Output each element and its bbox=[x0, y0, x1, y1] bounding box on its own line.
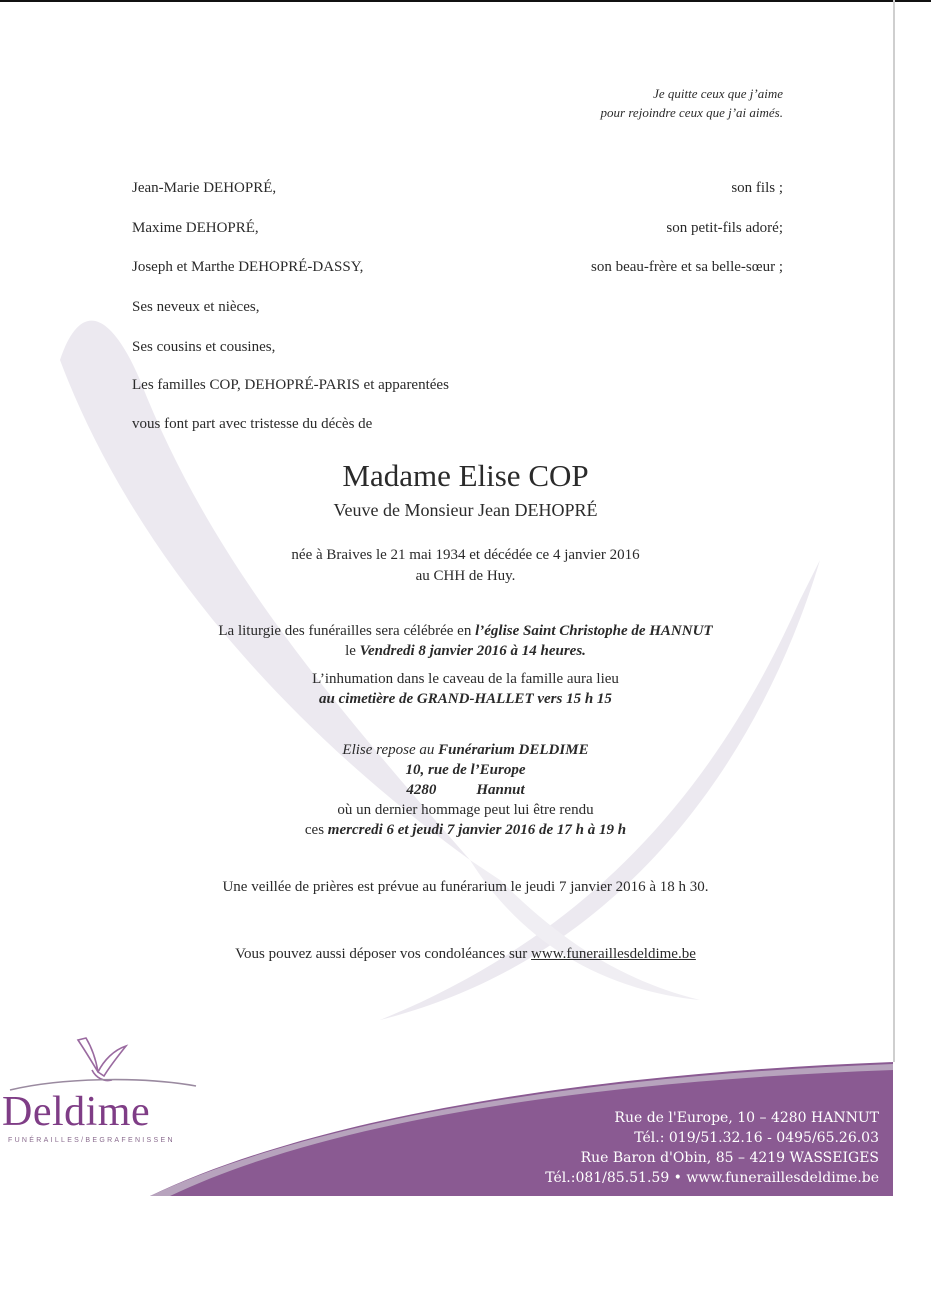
liturgy-church: l’église Saint Christophe de HANNUT bbox=[475, 623, 713, 639]
funeral-home-name: Funérarium DELDIME bbox=[438, 742, 589, 758]
condolences-link[interactable]: www.funeraillesdeldime.be bbox=[531, 946, 696, 962]
funeral-home-line bbox=[0, 740, 931, 760]
funeral-home-street: 10, rue de l’Europe bbox=[405, 762, 526, 778]
family-relation-3: son beau-frère et sa belle-sœur ; bbox=[591, 259, 783, 275]
deceased-name: Madame Elise COP bbox=[342, 458, 589, 493]
family-name-3: Joseph et Marthe DEHOPRÉ-DASSY, bbox=[132, 259, 364, 275]
funeral-home-prefix: Elise repose au bbox=[342, 742, 439, 758]
condolences-prefix: Vous pouvez aussi déposer vos condoléances sur bbox=[235, 946, 532, 962]
footer-contact bbox=[545, 1108, 879, 1188]
family-relation-2: son petit-fils adoré; bbox=[666, 220, 783, 236]
footer-phone-1: Tél.: 019/51.32.16 - 0495/65.26.03 bbox=[634, 1130, 879, 1146]
family-name-5: Ses cousins et cousines, bbox=[132, 339, 276, 355]
funeral-home-city-line bbox=[0, 780, 931, 800]
footer-address-1: Rue de l'Europe, 10 – 4280 HANNUT bbox=[614, 1110, 879, 1126]
liturgy-line bbox=[0, 621, 931, 641]
logo-wordmark: Deldime bbox=[2, 1089, 151, 1135]
funeral-home-postcode: 4280 bbox=[406, 782, 437, 798]
epigraph-quote bbox=[601, 84, 783, 122]
quote-line-2: pour rejoindre ceux que j’ai aimés. bbox=[600, 105, 783, 120]
quote-line-1: Je quitte ceux que j’aime bbox=[653, 86, 783, 101]
visiting-dates: mercredi 6 et jeudi 7 janvier 2016 de 17 h à 19 h bbox=[327, 822, 627, 838]
death-place: au CHH de Huy. bbox=[415, 568, 516, 584]
visiting-hours-line bbox=[0, 820, 931, 840]
family-relation-1: son fils ; bbox=[731, 180, 783, 196]
logo-bird-icon bbox=[78, 1038, 126, 1081]
family-name-2: Maxime DEHOPRÉ, bbox=[132, 220, 259, 236]
visiting-prefix: ces bbox=[304, 822, 328, 838]
footer-address-2: Rue Baron d'Obin, 85 – 4219 WASSEIGES bbox=[580, 1150, 879, 1166]
vigil-line: Une veillée de prières est prévue au funérarium le jeudi 7 janvier 2016 à 18 h 30. bbox=[222, 879, 709, 895]
homage-line: où un dernier hommage peut lui être rendu bbox=[337, 802, 594, 818]
announcement-line: vous font part avec tristesse du décès de bbox=[132, 416, 373, 432]
liturgy-date-line bbox=[0, 641, 931, 661]
burial-line-1: L’inhumation dans le caveau de la famille aura lieu bbox=[312, 671, 619, 687]
family-name-4: Ses neveux et nièces, bbox=[132, 299, 260, 315]
burial-line-2: au cimetière de GRAND-HALLET vers 15 h 15 bbox=[319, 691, 612, 707]
family-name-6: Les familles COP, DEHOPRÉ-PARIS et apparentées bbox=[132, 377, 449, 393]
liturgy-date-prefix: le bbox=[345, 643, 360, 659]
birth-death-line: née à Braives le 21 mai 1934 et décédée ce 4 janvier 2016 bbox=[291, 547, 640, 563]
condolences-line bbox=[0, 944, 931, 964]
widow-of: Veuve de Monsieur Jean DEHOPRÉ bbox=[333, 500, 598, 520]
family-name-1: Jean-Marie DEHOPRÉ, bbox=[132, 180, 277, 196]
footer-phone-2-website: Tél.:081/85.51.59 • www.funeraillesdeldime.be bbox=[545, 1170, 879, 1186]
liturgy-prefix: La liturgie des funérailles sera célébrée en bbox=[218, 623, 476, 639]
logo-tagline: FUNÉRAILLES/BEGRAFENISSEN bbox=[8, 1137, 175, 1144]
liturgy-date: Vendredi 8 janvier 2016 à 14 heures. bbox=[359, 643, 586, 659]
funeral-home-city: Hannut bbox=[476, 782, 525, 798]
